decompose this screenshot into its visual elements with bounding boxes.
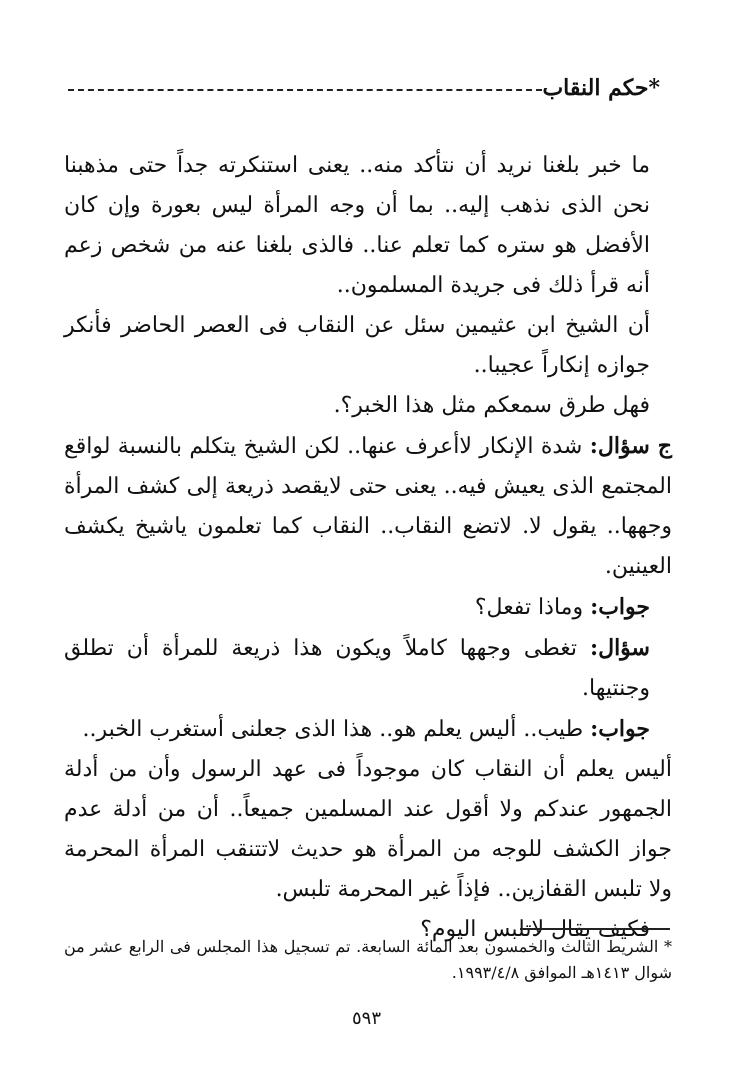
paragraph: جواب: وماذا تفعل؟ <box>474 594 650 620</box>
paragraph: أليس يعلم أن النقاب كان موجوداً فى عهد الرسول وأن من أدلة الجمهور عندكم ولا أقول عند المسلمين جميعاً.. أن من أدلة عدم جواز الكشف للوجه من المرأة هو حديث لاتتنقب المرأة المحرمة ولا تلبس القفازين.. فإذاً غير المحرمة تلبس. <box>64 757 672 902</box>
paragraph: فهل طرق سمعكم مثل هذا الخبر؟. <box>333 393 650 418</box>
page-number: ٥٩٣ <box>351 1008 381 1029</box>
speaker-label: جواب: <box>590 594 650 620</box>
speaker-label: ج سؤال: <box>589 433 672 459</box>
speaker-label: سؤال: <box>589 635 650 661</box>
paragraph: ما خبر بلغنا نريد أن نتأكد منه.. يعنى استنكرته جداً حتى مذهبنا نحن الذى نذهب إليه.. بما أن وجه المرأة ليس بعورة وإن كان الأفضل هو ستره كما تعلم عنا.. فالذى بلغنا عنه من شخص زعم أنه قرأ ذلك فى جريدة المسلمون.. <box>64 153 650 298</box>
footnote-rule <box>520 928 670 930</box>
paragraph: أن الشيخ ابن عثيمين سئل عن النقاب فى العصر الحاضر فأنكر جوازه إنكاراً عجيبا.. <box>64 313 650 378</box>
paragraph: جواب: طيب.. أليس يعلم هو.. هذا الذى جعلنى أستغرب الخبر.. <box>82 716 650 742</box>
paragraph: سؤال: تغطى وجهها كاملاً ويكون هذا ذريعة للمرأة أن تطلق وجنتيها. <box>64 635 650 701</box>
paragraph: ج سؤال: شدة الإنكار لاأعرف عنها.. لكن الشيخ يتكلم بالنسبة لواقع المجتمع الذى يعيش فيه.. يعنى حتى لايقصد ذريعة إلى كشف المرأة وجهها.. يقول لا. لاتضع النقاب.. النقاب كما تعلمون ياشيخ يكشف العينين. <box>64 433 672 579</box>
header-title: حكم النقاب* <box>542 75 660 101</box>
paragraph: فكيف يقال لاتلبس اليوم؟ <box>420 917 650 942</box>
body-text <box>64 146 672 950</box>
running-header <box>60 68 660 108</box>
footnote: * الشريط الثالث والخمسون بعد المائة السابعة. تم تسجيل هذا المجلس فى الرابع عشر من شوال ١٤١٣هـ الموافق ١٩٩٣/٤/٨. <box>64 937 672 982</box>
speaker-label: جواب: <box>590 716 650 742</box>
header-dashed-rule <box>68 89 542 91</box>
